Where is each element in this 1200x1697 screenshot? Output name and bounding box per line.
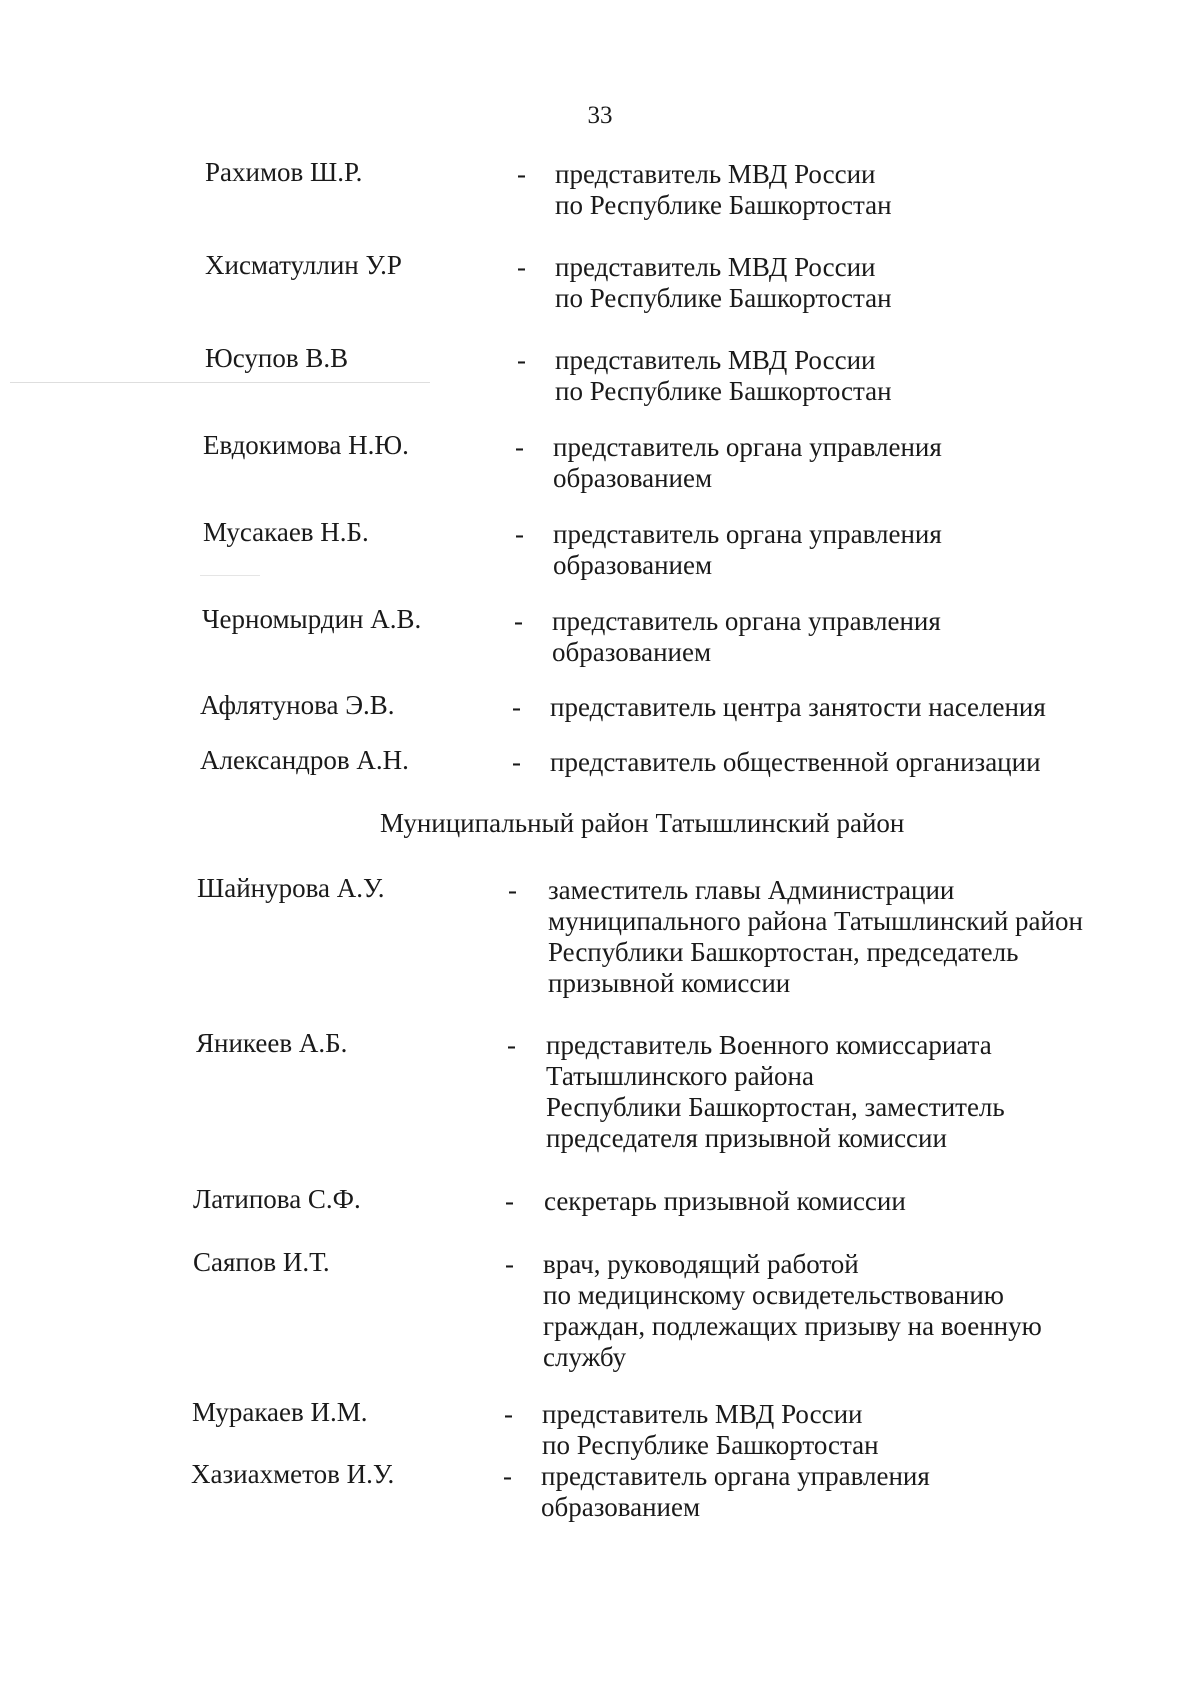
member-role [552, 606, 941, 668]
member-role [548, 875, 1083, 999]
member-role [553, 519, 942, 581]
scan-speck [200, 575, 260, 576]
member-dash: - [515, 519, 524, 549]
member-role [541, 1461, 930, 1523]
member-dash: - [505, 1249, 514, 1279]
role-line: представитель органа управления [553, 519, 942, 549]
member-name: Саяпов И.Т. [193, 1247, 330, 1277]
member-dash: - [517, 159, 526, 189]
member-role [543, 1249, 1042, 1373]
role-line: Республики Башкортостан, председатель [548, 937, 1019, 967]
member-dash: - [514, 606, 523, 636]
member-name: Хисматуллин У.Р [205, 250, 402, 280]
role-line: по Республике Башкортостан [555, 190, 892, 220]
member-name: Черномырдин А.В. [202, 604, 422, 634]
role-line: по Республике Башкортостан [555, 376, 892, 406]
member-dash: - [515, 432, 524, 462]
role-line: представитель общественной организации [550, 747, 1041, 777]
member-role [550, 692, 1046, 723]
member-dash: - [507, 1030, 516, 1060]
member-name: Хазиахметов И.У. [191, 1459, 395, 1489]
role-line: образованием [552, 637, 712, 667]
role-line: представитель МВД России [542, 1399, 863, 1429]
member-name: Афлятунова Э.В. [200, 690, 395, 720]
role-line: образованием [553, 463, 713, 493]
member-role [553, 432, 942, 494]
member-role [555, 252, 892, 314]
member-dash: - [503, 1461, 512, 1491]
member-dash: - [512, 692, 521, 722]
role-line: службу [543, 1342, 627, 1372]
role-line: по Республике Башкортостан [555, 283, 892, 313]
member-name: Муракаев И.М. [192, 1397, 368, 1427]
role-line: по Республике Башкортостан [542, 1430, 879, 1460]
member-name: Евдокимова Н.Ю. [203, 430, 409, 460]
role-line: представитель МВД России [555, 345, 876, 375]
role-line: Республики Башкортостан, заместитель [546, 1092, 1005, 1122]
role-line: по медицинскому освидетельствованию [543, 1280, 1004, 1310]
member-role [555, 345, 892, 407]
role-line: образованием [553, 550, 713, 580]
role-line: представитель органа управления [541, 1461, 930, 1491]
role-line: председателя призывной комиссии [546, 1123, 947, 1153]
member-name: Юсупов В.В [205, 343, 349, 373]
role-line: образованием [541, 1492, 701, 1522]
role-line: муниципального района Татышлинский район [548, 906, 1083, 936]
member-role [550, 747, 1041, 778]
role-line: представитель органа управления [553, 432, 942, 462]
member-dash: - [508, 875, 517, 905]
role-line: представитель Военного комиссариата [546, 1030, 992, 1060]
member-role [542, 1399, 879, 1461]
member-dash: - [512, 747, 521, 777]
member-role [546, 1030, 1005, 1154]
member-dash: - [504, 1399, 513, 1429]
role-line: заместитель главы Администрации [548, 875, 955, 905]
member-role [555, 159, 892, 221]
member-dash: - [517, 345, 526, 375]
role-line: секретарь призывной комиссии [544, 1186, 906, 1216]
member-name: Шайнурова А.У. [197, 873, 385, 903]
role-line: граждан, подлежащих призыву на военную [543, 1311, 1042, 1341]
role-line: представитель центра занятости населения [550, 692, 1046, 722]
role-line: Татышлинского района [546, 1061, 814, 1091]
member-dash: - [505, 1186, 514, 1216]
section-title: Муниципальный район Татышлинский район [380, 808, 905, 838]
member-name: Рахимов Ш.Р. [205, 157, 363, 187]
member-name: Латипова С.Ф. [193, 1184, 361, 1214]
scan-speck [10, 382, 430, 383]
member-role [544, 1186, 906, 1217]
member-dash: - [517, 252, 526, 282]
member-name: Александров А.Н. [200, 745, 409, 775]
member-name: Мусакаев Н.Б. [203, 517, 369, 547]
page-number: 33 [587, 102, 613, 129]
role-line: призывной комиссии [548, 968, 791, 998]
role-line: представитель органа управления [552, 606, 941, 636]
role-line: представитель МВД России [555, 159, 876, 189]
role-line: представитель МВД России [555, 252, 876, 282]
member-name: Яникеев А.Б. [196, 1028, 348, 1058]
role-line: врач, руководящий работой [543, 1249, 859, 1279]
